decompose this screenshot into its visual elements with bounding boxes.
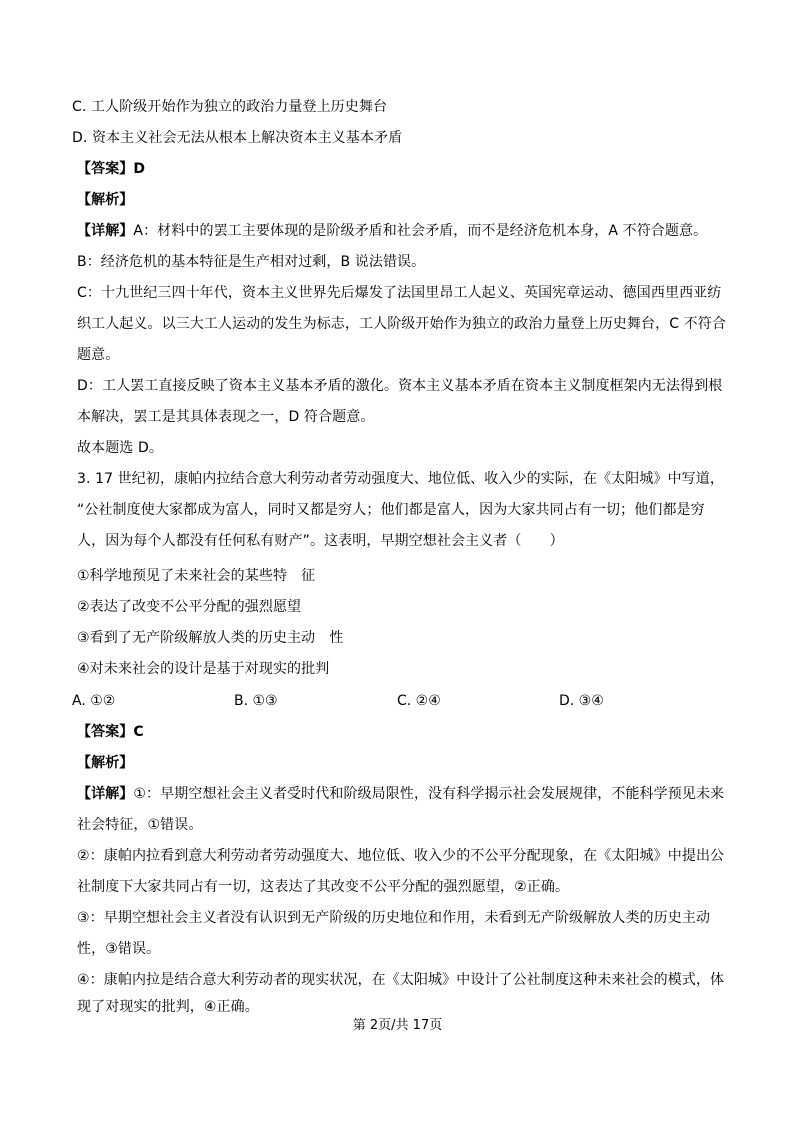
q2-analysis-label: 【解析】 [77, 192, 134, 208]
q3-statement: ②表达了改变不公平分配的强烈愿望 [77, 599, 302, 615]
q2-detail-line: 本解决，罢工是其具体表现之一，D 符合题意。 [77, 409, 375, 425]
q2-detail-line: 【详解】A：材料中的罢工主要体现的是阶级矛盾和社会矛盾，而不是经济危机本身，A 不符合题意。 [77, 223, 708, 239]
q2-detail-line: 织工人起义。以三大工人运动的发生为标志，工人阶级开始作为独立的政治力量登上历史舞台，C 不符合 [77, 316, 726, 332]
q3-detail-line: 性，③错误。 [77, 941, 161, 957]
q3-statement: ①科学地预见了未来社会的某些特 征 [77, 568, 316, 584]
q2-detail-label: 【详解】 [77, 223, 134, 239]
q3-statement: ③看到了无产阶级解放人类的历史主动 性 [77, 630, 344, 646]
q3-option-d: D. ③④ [559, 693, 604, 709]
q3-detail-line: ③：早期空想社会主义者没有认识到无产阶级的历史地位和作用，未看到无产阶级解放人类的历史主动 [77, 910, 711, 926]
q3-option-c: C. ②④ [397, 693, 441, 709]
q3-statement: ④对未来社会的设计是基于对现实的批判 [77, 661, 330, 677]
q3-detail-line: ④：康帕内拉是结合意大利劳动者的现实状况，在《太阳城》中设计了公社制度这种未来社会的模式，体 [77, 972, 725, 988]
page-footer: 第 2页/共 17页 [352, 1018, 443, 1033]
q3-detail-line: 【详解】①：早期空想社会主义者受时代和阶级局限性，没有科学揭示社会发展规律，不能科学预见未来 [77, 786, 725, 802]
q3-answer: 【答案】C [77, 724, 144, 740]
q2-detail-line: 题意。 [77, 347, 120, 363]
q2-option-d: D. 资本主义社会无法从根本上解决资本主义基本矛盾 [72, 130, 403, 146]
q3-stem-line: 人，因为每个人都没有任何私有财产”。这表明，早期空想社会主义者（ ） [77, 533, 564, 549]
q3-detail-line: 社会特征，①错误。 [77, 817, 203, 833]
q3-analysis-label: 【解析】 [77, 755, 134, 771]
q3-detail-line: 社制度下大家共同占有一切，这表达了其改变不公平分配的强烈愿望，②正确。 [77, 879, 570, 895]
q2-answer: 【答案】D [77, 161, 146, 177]
q3-detail-label: 【详解】 [77, 786, 134, 802]
q2-detail-line: B：经济危机的基本特征是生产相对过剩，B 说法错误。 [77, 254, 426, 270]
q2-option-c: C. 工人阶级开始作为独立的政治力量登上历史舞台 [72, 99, 388, 115]
q3-detail-line: 现了对现实的批判，④正确。 [77, 999, 259, 1015]
q3-option-a: A. ①② [72, 693, 116, 709]
q2-conclusion: 故本题选 D。 [77, 440, 163, 456]
q3-stem-line: 3. 17 世纪初，康帕内拉结合意大利劳动者劳动强度大、地位低、收入少的实际，在《太阳城》中写道， [77, 471, 724, 487]
q3-stem-line: “公社制度使大家都成为富人，同时又都是穷人；他们都是富人，因为大家共同占有一切；他们都是穷 [77, 502, 705, 518]
q2-detail-line: D：工人罢工直接反映了资本主义基本矛盾的激化。资本主义基本矛盾在资本主义制度框架内无法得到根 [77, 378, 723, 394]
q3-detail-line: ②：康帕内拉看到意大利劳动者劳动强度大、地位低、收入少的不公平分配现象，在《太阳城》中提出公 [77, 848, 725, 864]
q2-detail-line: C：十九世纪三四十年代，资本主义世界先后爆发了法国里昂工人起义、英国宪章运动、德国西里西亚纺 [77, 285, 722, 301]
q3-option-b: B. ①③ [234, 693, 278, 709]
